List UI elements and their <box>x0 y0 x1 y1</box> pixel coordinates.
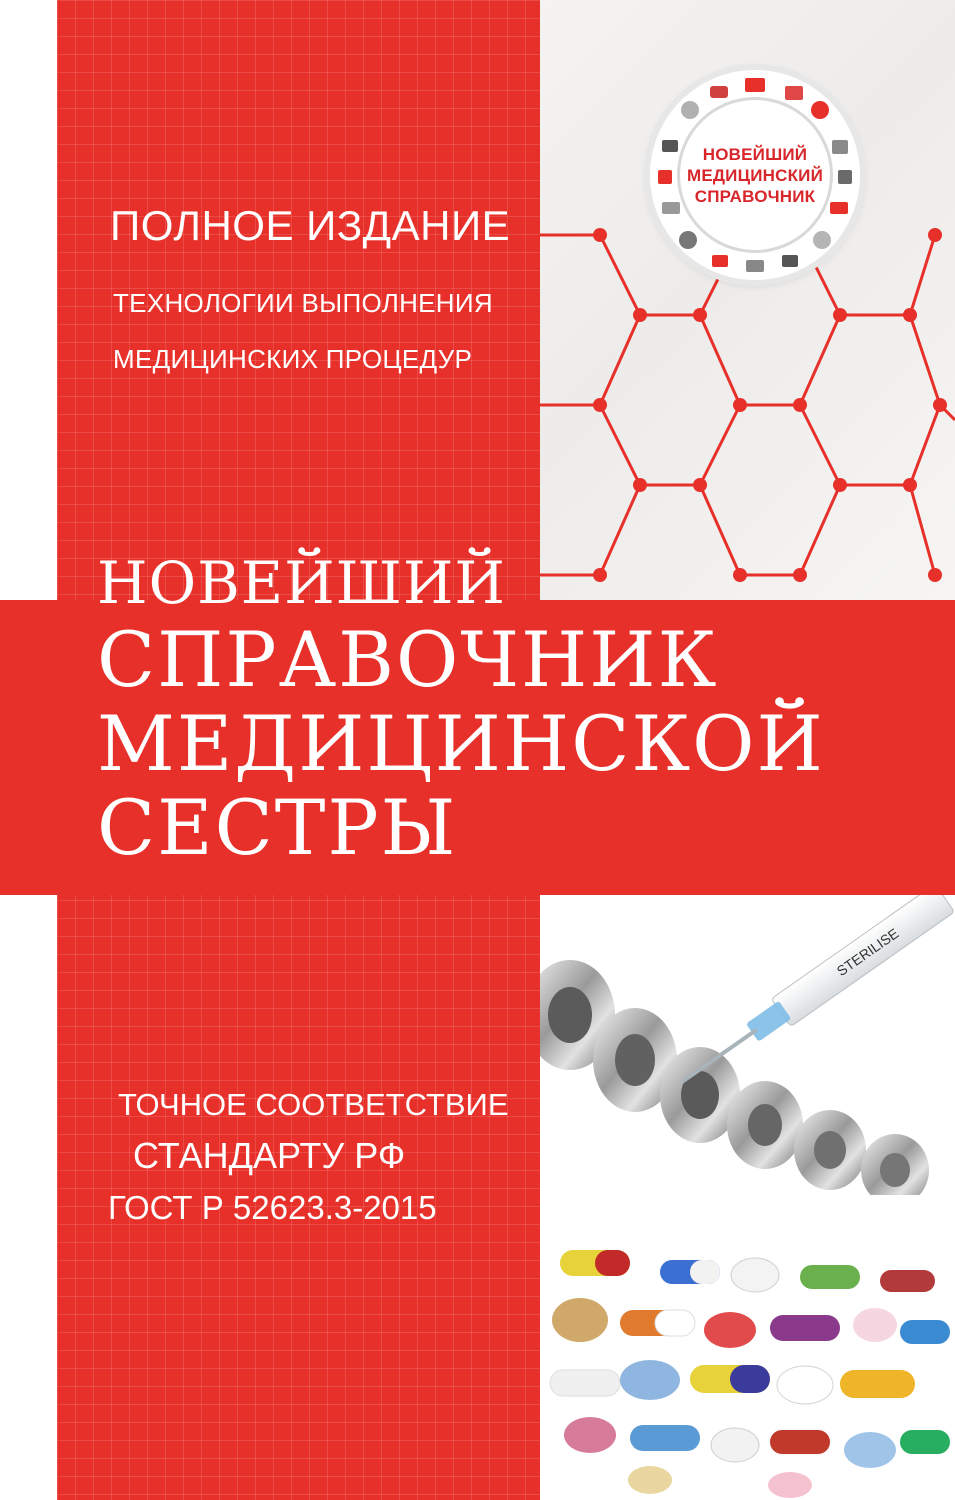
title-line-4: СЕСТРЫ <box>97 783 458 872</box>
pills-illustration <box>540 1230 955 1500</box>
badge-line-3: СПРАВОЧНИК <box>694 186 816 206</box>
standard-compliance <box>108 1080 509 1234</box>
standard-line-2: СТАНДАРТУ РФ <box>133 1135 406 1176</box>
subtitle <box>113 275 493 387</box>
subtitle-line-2: МЕДИЦИНСКИХ ПРОЦЕДУР <box>113 344 473 374</box>
title-line-3: МЕДИЦИНСКОЙ <box>97 699 825 788</box>
title-line-1: НОВЕЙШИЙ <box>97 549 507 617</box>
badge-line-2: МЕДИЦИНСКИЙ <box>686 165 824 185</box>
edition-title: ПОЛНОЕ ИЗДАНИЕ <box>110 202 511 249</box>
title-line-2: СПРАВОЧНИК <box>97 615 719 704</box>
syringe-and-vials-illustration <box>540 895 955 1195</box>
standard-line-3: ГОСТ Р 52623.3-2015 <box>108 1189 437 1226</box>
syringe-label: STERILISE <box>833 924 902 980</box>
standard-line-1: ТОЧНОЕ СООТВЕТСТВИЕ <box>118 1087 509 1122</box>
newest-handbook-badge <box>650 70 860 280</box>
badge-line-1: НОВЕЙШИЙ <box>702 144 808 164</box>
book-title <box>97 548 947 870</box>
subtitle-line-1: ТЕХНОЛОГИИ ВЫПОЛНЕНИЯ <box>113 288 493 318</box>
badge-inner-circle <box>680 100 830 250</box>
